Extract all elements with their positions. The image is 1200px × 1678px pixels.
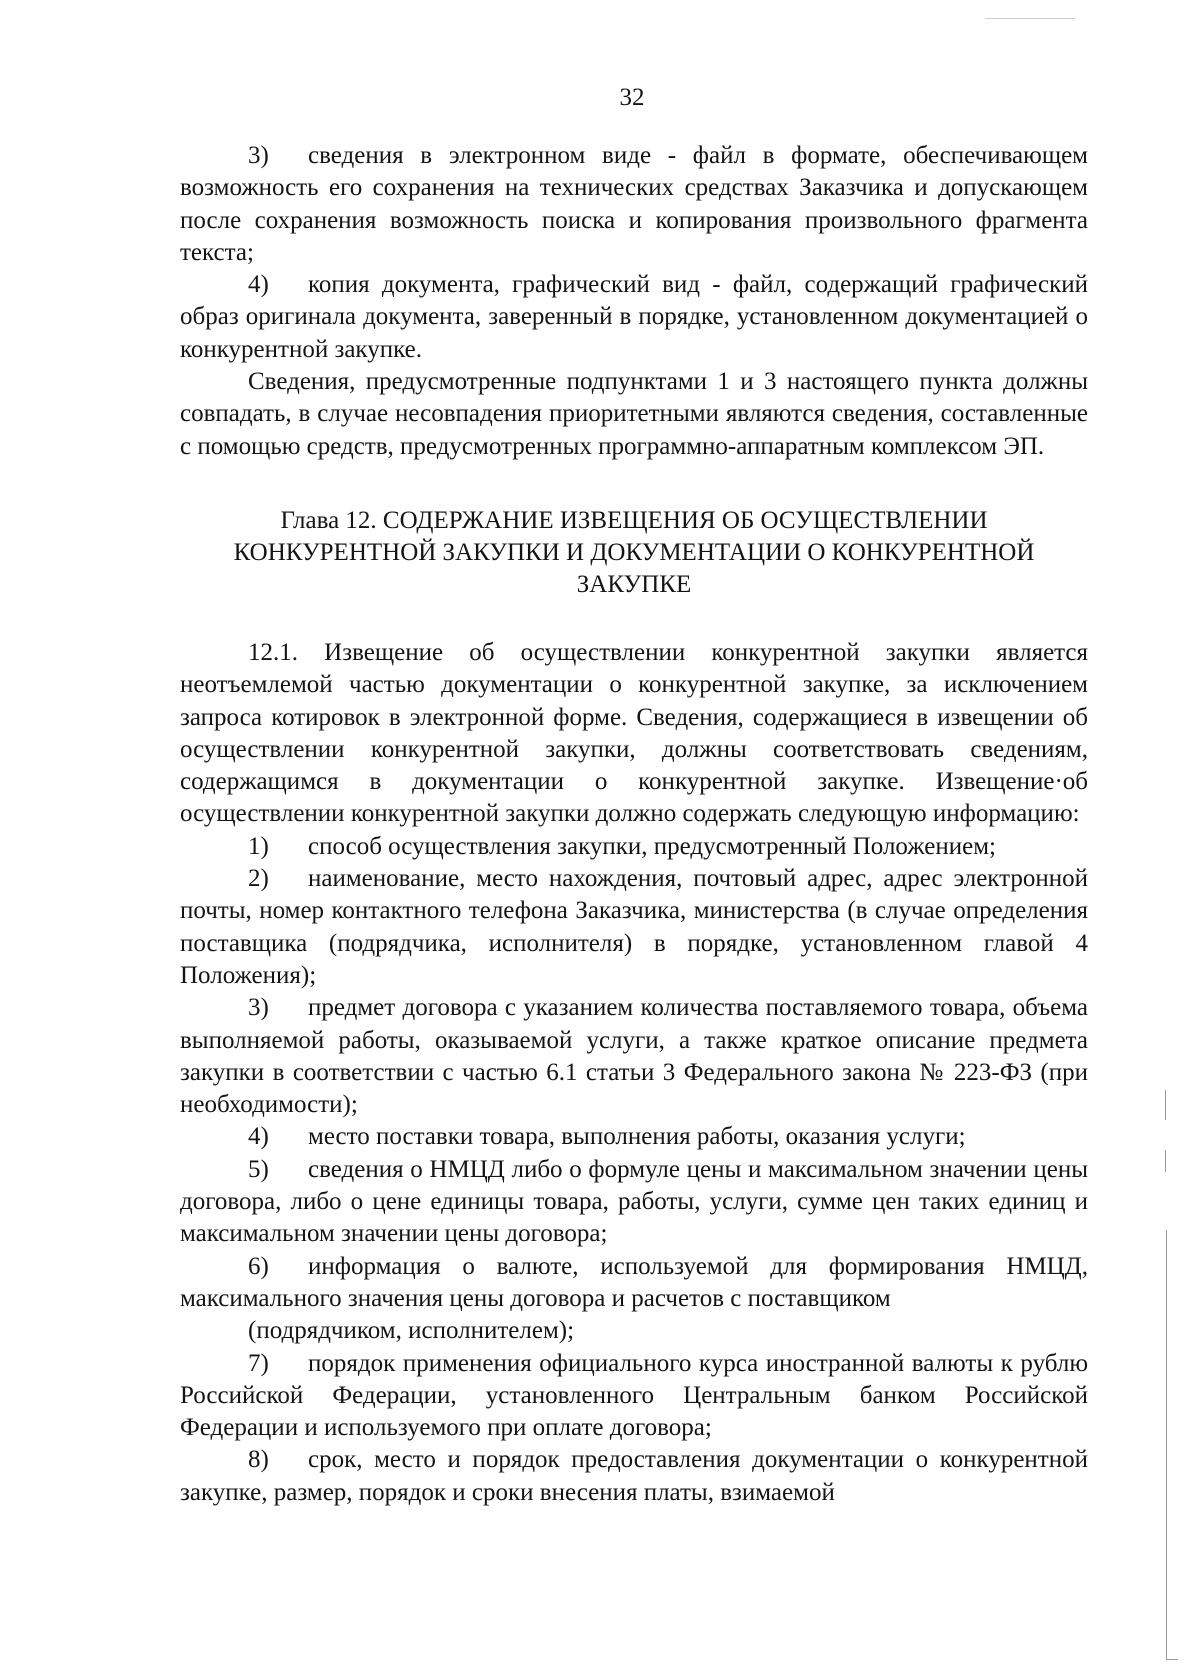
item-number: 6) bbox=[248, 1252, 269, 1280]
list-item bbox=[180, 269, 1088, 366]
chapter-heading bbox=[180, 505, 1088, 601]
item-number: 2) bbox=[248, 865, 269, 893]
item-number: 1) bbox=[248, 832, 269, 860]
list-item bbox=[180, 1348, 1088, 1445]
chapter-heading-line: КОНКУРЕНТНОЙ ЗАКУПКИ И ДОКУМЕНТАЦИИ О КОНКУРЕНТНОЙ bbox=[233, 538, 1035, 566]
chapter-heading-line: Глава 12. СОДЕРЖАНИЕ ИЗВЕЩЕНИЯ ОБ ОСУЩЕСТВЛЕНИИ bbox=[280, 506, 988, 534]
item-text: способ осуществления закупки, предусмотренный Положением; bbox=[308, 832, 996, 860]
scan-artifact bbox=[1166, 1230, 1167, 1660]
item-text: порядок применения официального курса иностранной валюты к рублю Российской Федерации, установленного Центральным банком Российской Федерации и используемого при оплате договора; bbox=[180, 1349, 1088, 1442]
scan-artifact bbox=[985, 18, 1075, 19]
item-number: 4) bbox=[248, 1123, 269, 1151]
item-number: 4) bbox=[248, 271, 269, 299]
item-text: сведения в электронном виде - файл в формате, обеспечивающем возможность его сохранения на технических средствах Заказчика и допускающем после сохранения возможность поиска и копирования произвольного фрагмента текста; bbox=[180, 142, 1088, 266]
list-item bbox=[180, 1444, 1088, 1509]
item-number: 3) bbox=[248, 994, 269, 1022]
item-number: 3) bbox=[248, 142, 269, 169]
paragraph: Сведения, предусмотренные подпунктами 1 и 3 настоящего пункта должны совпадать, в случае несовпадения приоритетными являются сведения, составленные с помощью средств, предусмотренных программно-аппаратным комплексом ЭП. bbox=[180, 368, 1088, 460]
item-text: место поставки товара, выполнения работы, оказания услуги; bbox=[308, 1123, 966, 1151]
item-number: 5) bbox=[248, 1155, 269, 1183]
page-number: 32 bbox=[619, 84, 645, 111]
scan-artifact bbox=[1166, 1659, 1178, 1660]
item-continuation: (подрядчиком, исполнителем); bbox=[248, 1317, 575, 1345]
item-text: срок, место и порядок предоставления документации о конкурентной закупке, размер, порядок и сроки внесения платы, взимаемой bbox=[180, 1446, 1088, 1506]
chapter-heading-line: ЗАКУПКЕ bbox=[576, 570, 692, 598]
list-item bbox=[180, 831, 1088, 863]
list-item bbox=[180, 1154, 1088, 1251]
list-item bbox=[180, 863, 1088, 992]
body-text bbox=[180, 140, 1088, 1509]
list-item bbox=[180, 1121, 1088, 1153]
list-item bbox=[180, 1251, 1088, 1316]
item-text: копия документа, графический вид - файл, содержащий графический образ оригинала документа, заверенный в порядке, установленном документацией о конкурентной закупке. bbox=[180, 271, 1088, 363]
section-12-1: 12.1. Извещение об осуществлении конкурентной закупки является неотъемлемой частью документации о конкурентной закупке, за исключением запроса котировок в электронной форме. Сведения, содержащиеся в извещении об осуществлении конкурентной закупки, должны соответствовать сведениям, содержащимся в документации о конкурентной закупке. Извещение·об осуществлении конкурентной закупки должно содержать следующую информацию: bbox=[180, 638, 1088, 828]
item-text: предмет договора с указанием количества поставляемого товара, объема выполняемой работы, оказываемой услуги, а также краткое описание предмета закупки в соответствии с частью 6.1 статьи 3 Федерального закона № 223-ФЗ (при необходимости); bbox=[180, 994, 1088, 1119]
item-text: информация о валюте, используемой для формирования НМЦД, максимального значения цены договора и расчетов с поставщиком bbox=[180, 1252, 1088, 1312]
item-text: наименование, место нахождения, почтовый адрес, адрес электронной почты, номер контактного телефона Заказчика, министерства (в случае определения поставщика (подрядчика, исполнителя) в порядке, установленном главой 4 Положения); bbox=[180, 865, 1088, 989]
scan-artifact bbox=[1165, 1090, 1166, 1120]
scan-artifact bbox=[1165, 1150, 1166, 1172]
item-text: сведения о НМЦД либо о формуле цены и максимальном значении цены договора, либо о цене единицы товара, работы, услуги, сумме цен таких единиц и максимальном значении цены договора; bbox=[180, 1155, 1088, 1248]
item-number: 7) bbox=[248, 1349, 269, 1377]
list-item bbox=[180, 992, 1088, 1121]
item-number: 8) bbox=[248, 1446, 269, 1474]
list-item bbox=[180, 140, 1088, 269]
